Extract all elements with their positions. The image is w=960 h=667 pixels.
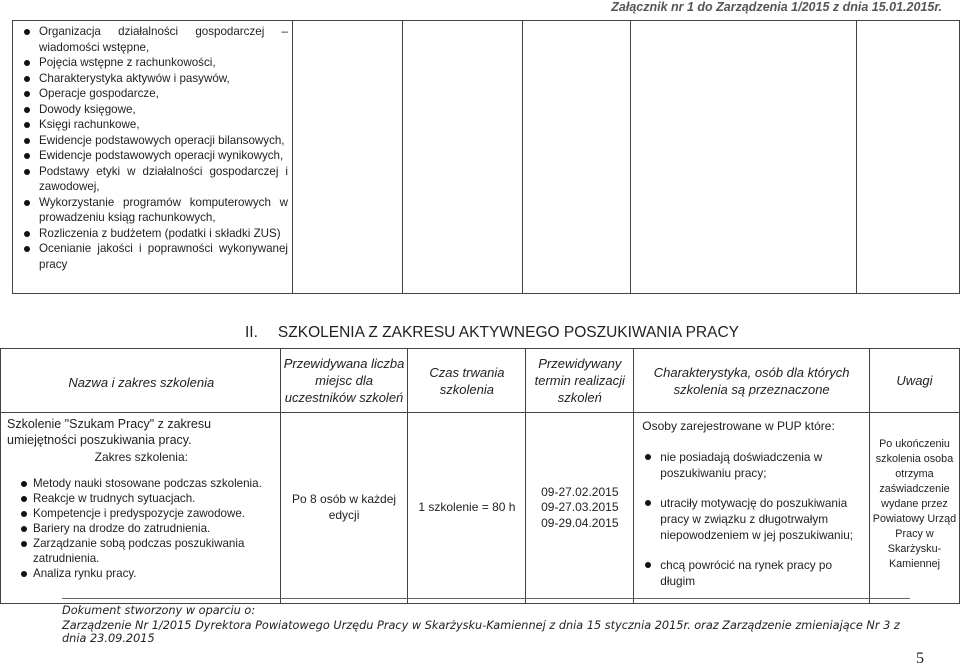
topics-cell (13, 21, 293, 294)
top-table (12, 20, 960, 294)
notes-text: Po ukończeniu szkolenia osoba otrzyma zaświadczenie wydane przez Powiatowy Urząd Pracy w Skarżysku-Kamiennej (872, 438, 957, 570)
duration-cell: 1 szkolenie = 80 h (408, 413, 526, 604)
course-cell (1, 413, 281, 604)
list-item: Analiza rynku pracy. (19, 566, 276, 581)
list-item: Wykorzystanie programów komputerowych w prowadzeniu ksiąg rachunkowych, (21, 195, 288, 226)
list-item: Operacje gospodarcze, (21, 86, 288, 102)
topics-list (21, 24, 288, 272)
notes-cell (869, 413, 959, 604)
footer (62, 604, 910, 645)
list-item: Bariery na drodze do zatrudnienia. (19, 521, 276, 536)
target-intro: Osoby zarejestrowane w PUP które: (642, 419, 835, 433)
empty-cell (403, 21, 523, 294)
footer-lead: Dokument stworzony w oparciu o: (62, 604, 256, 617)
empty-cell (523, 21, 631, 294)
dates-cell (526, 413, 634, 604)
header-name: Nazwa i zakres szkolenia (1, 349, 281, 413)
list-item: Organizacja działalności gospodarczej – wiadomości wstępne, (21, 24, 288, 55)
list-item: Ocenianie jakości i poprawności wykonywanej pracy (21, 241, 288, 272)
list-item: Ewidencje podstawowych operacji wynikowych, (21, 148, 288, 164)
section-number: II. (245, 324, 258, 341)
empty-cell (293, 21, 403, 294)
list-item: Reakcje w trudnych sytuacjach. (19, 491, 276, 506)
list-item: Charakterystyka aktywów i pasywów, (21, 71, 288, 87)
list-item: Kompetencje i predyspozycje zawodowe. (19, 506, 276, 521)
header-target: Charakterystyka, osób dla których szkolenia są przeznaczone (634, 349, 870, 413)
list-item: chcą powrócić na rynek pracy po długim (642, 557, 863, 589)
header-places: Przewidywana liczba miejsc dla uczestników szkoleń (280, 349, 408, 413)
header-term: Przewidywany termin realizacji szkoleń (526, 349, 634, 413)
places-cell: Po 8 osób w każdej edycji (280, 413, 408, 604)
footer-text: Zarządzenie Nr 1/2015 Dyrektora Powiatowego Urzędu Pracy w Skarżysku-Kamiennej z dnia 15 stycznia 2015r. oraz Zarządzenie zmieniające Nr 3 z dnia 23.09.2015 (62, 619, 900, 645)
section-heading: SZKOLENIA Z ZAKRESU AKTYWNEGO POSZUKIWANIA PRACY (277, 324, 739, 341)
list-item: Podstawy etyki w działalności gospodarczej i zawodowej, (21, 164, 288, 195)
training-table (0, 348, 960, 604)
list-item: Ewidencje podstawowych operacji bilansowych, (21, 133, 288, 149)
course-scope-heading: Zakres szkolenia: (94, 450, 188, 464)
list-item: Pojęcia wstępne z rachunkowości, (21, 55, 288, 71)
table-header-row (1, 349, 960, 413)
date-range: 09-27.02.2015 (541, 484, 619, 499)
attachment-note: Załącznik nr 1 do Zarządzenia 1/2015 z dnia 15.01.2015r. (611, 0, 942, 14)
list-item: Metody nauki stosowane podczas szkolenia. (19, 476, 276, 491)
header-duration: Czas trwania szkolenia (408, 349, 526, 413)
course-scope-list (7, 476, 276, 581)
list-item: Zarządzanie sobą podczas poszukiwania zatrudnienia. (19, 536, 276, 566)
footer-divider (62, 598, 910, 599)
date-range: 09-29.04.2015 (541, 515, 619, 530)
target-cell (634, 413, 870, 604)
empty-cell (857, 21, 960, 294)
list-item: Dowody księgowe, (21, 102, 288, 118)
section-title (245, 324, 739, 342)
list-item: nie posiadają doświadczenia w poszukiwaniu pracy; (642, 449, 863, 481)
course-name: Szkolenie "Szukam Pracy" z zakresu umiejętności poszukiwania pracy. (7, 417, 212, 447)
list-item: Rozliczenia z budżetem (podatki i składki ZUS) (21, 226, 288, 242)
target-list (634, 435, 869, 589)
list-item: Księgi rachunkowe, (21, 117, 288, 133)
page-number: 5 (916, 650, 924, 667)
date-range: 09-27.03.2015 (541, 500, 619, 514)
empty-cell (631, 21, 857, 294)
list-item: utraciły motywację do poszukiwania pracy w związku z długotrwałym niepowodzeniem w jej poszukiwaniu; (642, 495, 863, 543)
table-row (1, 413, 960, 604)
header-notes: Uwagi (869, 349, 959, 413)
